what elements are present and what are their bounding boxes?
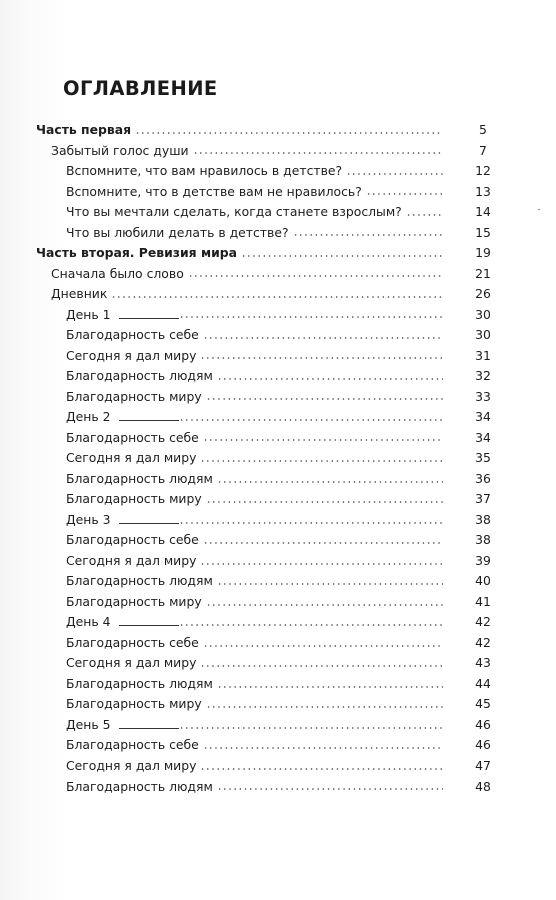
dot-leader xyxy=(111,296,443,298)
toc-entry-label: Сегодня я дал миру xyxy=(66,347,197,363)
toc-page-number: 21 xyxy=(475,265,491,281)
toc-entry xyxy=(0,530,556,551)
toc-entry-label: Что вы любили делать в детстве? xyxy=(66,224,289,240)
toc-page-number: 39 xyxy=(475,552,491,568)
toc-entry xyxy=(0,551,556,572)
toc-entry-label: Часть первая xyxy=(36,122,132,137)
toc-entry xyxy=(0,694,556,715)
toc-entry-label: Вспомните, что вам нравилось в детстве? xyxy=(66,163,343,179)
toc-page-number: 14 xyxy=(475,204,491,220)
toc-entry-label: Благодарность себе xyxy=(66,634,199,650)
toc-entry xyxy=(0,366,556,387)
dot-leader xyxy=(346,173,443,175)
toc-page-number: 35 xyxy=(475,450,491,466)
toc-entry-line xyxy=(66,161,449,182)
toc-entry xyxy=(0,120,556,141)
toc-entry-label: Сегодня я дал миру xyxy=(66,450,197,466)
page-title: ОГЛАВЛЕНИЕ xyxy=(63,77,218,100)
toc-page-number: 44 xyxy=(475,675,491,691)
toc-entry-line xyxy=(66,653,449,674)
dot-leader xyxy=(203,645,443,647)
toc-entry-line xyxy=(66,325,449,346)
toc-entry-label: Сначала было слово xyxy=(51,265,184,281)
dot-leader xyxy=(135,132,443,134)
toc-entry-line xyxy=(66,530,449,551)
dot-leader xyxy=(206,501,443,503)
toc-entry-label: Благодарность людям xyxy=(66,470,213,486)
toc-entry-line xyxy=(66,305,449,326)
toc-entry xyxy=(0,202,556,223)
toc-entry-label: День 5 xyxy=(66,716,111,732)
toc-entry-label: Забытый голос души xyxy=(51,142,189,158)
toc-entry-label: Благодарность себе xyxy=(66,429,199,445)
toc-page-number: 36 xyxy=(475,470,491,486)
toc-entry-line xyxy=(66,448,449,469)
toc-page-number: 42 xyxy=(475,634,491,650)
toc-page-number: 46 xyxy=(475,737,491,753)
toc-entry-line xyxy=(66,694,449,715)
toc-entry-line xyxy=(36,120,449,141)
toc-entry-label: Благодарность миру xyxy=(66,593,202,609)
dot-leader xyxy=(406,214,443,216)
dot-leader xyxy=(206,706,443,708)
toc-page-number: 15 xyxy=(475,224,491,240)
toc-page-number: 41 xyxy=(475,593,491,609)
dot-leader xyxy=(200,768,443,770)
toc-entry-line xyxy=(66,346,449,367)
toc-page-number: 47 xyxy=(475,757,491,773)
toc-entry xyxy=(0,428,556,449)
toc-entry xyxy=(0,489,556,510)
fill-in-blank-line xyxy=(119,306,179,319)
toc-page-number: 46 xyxy=(475,716,491,732)
toc-entry xyxy=(0,182,556,203)
dot-leader xyxy=(203,337,443,339)
dot-leader xyxy=(193,152,443,154)
toc-entry xyxy=(0,571,556,592)
dot-leader xyxy=(188,275,443,277)
toc-entry-label: Сегодня я дал миру xyxy=(66,655,197,671)
toc-page-number: 48 xyxy=(475,778,491,794)
dot-leader xyxy=(217,583,443,585)
toc-entry xyxy=(0,469,556,490)
toc-entry-label: Благодарность людям xyxy=(66,778,213,794)
toc-entry-label: День 4 xyxy=(66,614,111,630)
toc-entry xyxy=(0,325,556,346)
toc-entry xyxy=(0,161,556,182)
fill-in-blank-line xyxy=(119,511,179,524)
toc-entry xyxy=(0,284,556,305)
toc-entry-line xyxy=(51,284,449,305)
toc-entry-label: Благодарность себе xyxy=(66,737,199,753)
dot-leader xyxy=(206,604,443,606)
toc-entry-line xyxy=(51,264,449,285)
toc-entry xyxy=(0,612,556,633)
dot-leader xyxy=(293,234,443,236)
toc-entry xyxy=(0,653,556,674)
toc-entry-line xyxy=(66,387,449,408)
toc-entry-label: Что вы мечтали сделать, когда станете взрослым? xyxy=(66,204,402,220)
toc-entry xyxy=(0,674,556,695)
toc-page-number: 19 xyxy=(475,245,491,261)
toc-entry-label: Благодарность миру xyxy=(66,388,202,404)
toc-entry xyxy=(0,387,556,408)
toc-page-number: 12 xyxy=(475,163,491,179)
toc-entry-label: Благодарность людям xyxy=(66,573,213,589)
toc-entry-line xyxy=(66,428,449,449)
toc-page-number: 13 xyxy=(475,183,491,199)
toc-entry-line xyxy=(51,141,449,162)
dot-leader xyxy=(200,665,443,667)
toc-entry-line xyxy=(66,777,449,798)
toc-page-number: 37 xyxy=(475,491,491,507)
toc-page-number: 33 xyxy=(475,388,491,404)
toc-entry-line xyxy=(66,182,449,203)
toc-page-number: 7 xyxy=(479,142,487,158)
toc-entry-line xyxy=(66,551,449,572)
toc-page-number: 34 xyxy=(475,409,491,425)
toc-entry-label: Благодарность себе xyxy=(66,532,199,548)
dot-leader xyxy=(203,439,443,441)
toc-entry-line xyxy=(66,571,449,592)
dot-leader xyxy=(217,481,443,483)
toc-entry-line xyxy=(66,366,449,387)
toc-entry-line xyxy=(66,489,449,510)
toc-entry xyxy=(0,407,556,428)
dot-leader xyxy=(217,378,443,380)
dot-leader xyxy=(366,193,443,195)
toc-entry xyxy=(0,223,556,244)
toc-page-number: 32 xyxy=(475,368,491,384)
toc-entry-label: Благодарность людям xyxy=(66,368,213,384)
toc-entry-line xyxy=(66,674,449,695)
toc-entry-label: Благодарность миру xyxy=(66,696,202,712)
toc-entry xyxy=(0,448,556,469)
toc-entry-label: Вспомните, что в детстве вам не нравилось? xyxy=(66,183,362,199)
toc-entry-line xyxy=(66,715,449,736)
toc-entry-label: День 3 xyxy=(66,511,111,527)
dot-leader xyxy=(217,788,443,790)
toc-page-number: 45 xyxy=(475,696,491,712)
toc-entry-label: Сегодня я дал миру xyxy=(66,757,197,773)
toc-entry xyxy=(0,141,556,162)
toc-page-number: 42 xyxy=(475,614,491,630)
fill-in-blank-line xyxy=(119,613,179,626)
table-of-contents xyxy=(0,120,556,797)
dot-leader xyxy=(179,624,443,626)
toc-entry xyxy=(0,592,556,613)
toc-page-number: 34 xyxy=(475,429,491,445)
toc-entry xyxy=(0,777,556,798)
toc-entry-line xyxy=(66,633,449,654)
toc-entry-label: Часть вторая. Ревизия мира xyxy=(36,245,237,261)
toc-entry-line xyxy=(66,469,449,490)
dot-leader xyxy=(200,460,443,462)
dot-leader xyxy=(203,747,443,749)
dot-leader xyxy=(203,542,443,544)
toc-entry-label: День 2 xyxy=(66,409,111,425)
toc-entry-label: Сегодня я дал миру xyxy=(66,552,197,568)
toc-entry-line xyxy=(36,243,449,264)
toc-entry-line xyxy=(66,756,449,777)
toc-entry xyxy=(0,305,556,326)
dot-leader xyxy=(206,398,443,400)
toc-entry-label: Благодарность себе xyxy=(66,327,199,343)
toc-entry-line xyxy=(66,202,449,223)
fill-in-blank-line xyxy=(119,716,179,729)
toc-page-number: 38 xyxy=(475,532,491,548)
dot-leader xyxy=(200,563,443,565)
toc-entry-line xyxy=(66,592,449,613)
toc-entry-label: Дневник xyxy=(51,286,108,302)
fill-in-blank-line xyxy=(119,408,179,421)
toc-entry-label: Благодарность миру xyxy=(66,491,202,507)
dot-leader xyxy=(241,255,443,257)
toc-entry-label: Благодарность людям xyxy=(66,675,213,691)
toc-entry-line xyxy=(66,223,449,244)
toc-page-number: 31 xyxy=(475,347,491,363)
toc-page-number: 26 xyxy=(475,286,491,302)
toc-entry-line xyxy=(66,407,449,428)
toc-entry-label: День 1 xyxy=(66,306,111,322)
toc-entry-line xyxy=(66,612,449,633)
toc-entry xyxy=(0,735,556,756)
dot-leader xyxy=(179,727,443,729)
dot-leader xyxy=(179,419,443,421)
paper-speck: ˘ xyxy=(537,208,541,217)
toc-page-number: 40 xyxy=(475,573,491,589)
toc-entry xyxy=(0,633,556,654)
toc-entry xyxy=(0,243,556,264)
toc-entry xyxy=(0,510,556,531)
toc-entry xyxy=(0,715,556,736)
toc-page-number: 30 xyxy=(475,306,491,322)
toc-entry xyxy=(0,264,556,285)
toc-page-number: 30 xyxy=(475,327,491,343)
dot-leader xyxy=(179,316,443,318)
toc-page-number: 43 xyxy=(475,655,491,671)
toc-page-number: 5 xyxy=(479,122,487,137)
toc-entry-line xyxy=(66,735,449,756)
dot-leader xyxy=(200,357,443,359)
toc-page-number: 38 xyxy=(475,511,491,527)
toc-entry-line xyxy=(66,510,449,531)
dot-leader xyxy=(179,522,443,524)
dot-leader xyxy=(217,686,443,688)
toc-entry xyxy=(0,346,556,367)
toc-entry xyxy=(0,756,556,777)
